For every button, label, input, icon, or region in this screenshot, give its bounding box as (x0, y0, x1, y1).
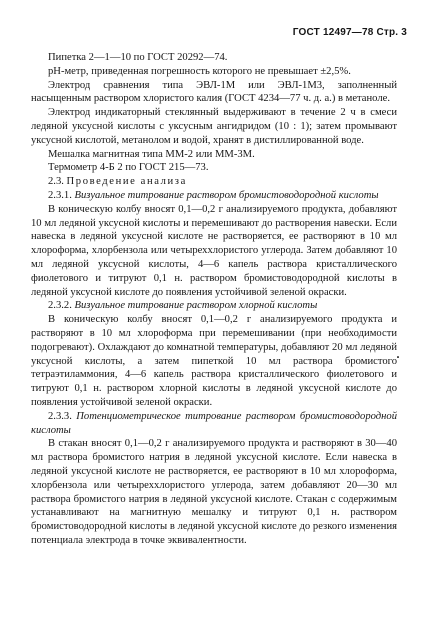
section-number: 2.3.2. (48, 300, 72, 312)
paragraph-magnetic-stirrer: Мешалка магнитная типа ММ-2 или ММ-3М. (48, 148, 255, 160)
section-title: Визуальное титрование раствором бромистоводородной кислоты (74, 189, 379, 201)
section-heading-2-3-1 (31, 189, 397, 203)
section-title: Визуальное титрование раствором хлорной кислоты (74, 300, 318, 312)
section-number: 2.3.1. (48, 189, 72, 201)
paragraph-indicator-electrode: Электрод индикаторный стеклянный выдерживают в течение 2 ч в смеси ледяной уксусной кислоты с уксусным ангидридом (10 : 1); затем промывают уксусной кислотой, метанолом и водой, хранят в дистиллированной воде. (31, 107, 397, 146)
section-heading-2-3 (31, 175, 397, 189)
paragraph-procedure-2-3-2: В коническую колбу вносят 0,1—0,2 г анализируемого продукта и растворяют в 10 мл хлороформа при перемешивании (при необходимости подогревают). Охлаждают до комнатной температуры, добавляют 20 мл ледяной уксусной кислоты, а затем пипеткой 10 мл раствора бромистого тетраэтиламмония, 4—6 капель раствора кристаллического фиолетового и титруют 0,1 н. раствором хлорной кислоты в ледяной уксусной кислоте до появления устойчивой зеленой окраски. (31, 314, 397, 408)
paragraph-reference-electrode: Электрод сравнения типа ЭВЛ-1М или ЭВЛ-1М3, заполненный насыщенным раствором хлористого калия (ГОСТ 4234—77 ч. д. а.) в метаноле. (31, 79, 397, 105)
section-title: Проведение анализа (66, 176, 187, 188)
paragraph-thermometer: Термометр 4-Б 2 по ГОСТ 215—73. (48, 162, 209, 174)
page-body (31, 51, 397, 548)
paragraph-ph-meter: рН-метр, приведенная погрешность которого не превышает ±2,5%. (48, 65, 351, 77)
section-number: 2.3.3. (48, 410, 72, 422)
paragraph-procedure-2-3-3: В стакан вносят 0,1—0,2 г анализируемого продукта и растворяют в 30—40 мл раствора бромистого натрия в ледяной уксусной кислоте. Если навеска в ледяной уксусной кислоте не растворяется, ее растворяют в 10 мл хлороформа, хлорбензола или четыреххлористого углерода, затем добавляют 20—30 мл раствора бромистого натрия в ледяной уксусной кислоте. Стакан с содержимым устанавливают на магнитную мешалку и титруют 0,1 н. раствором бромистоводородной кислоты в ледяной уксусной кислоте до резкого изменения потенциала электрода в точке эквивалентности. (31, 438, 397, 546)
section-title: Потенциометрическое титрование раствором бромистоводородной кислоты (31, 410, 397, 436)
section-heading-2-3-2 (31, 299, 397, 313)
paragraph-pipette: Пипетка 2—1—10 по ГОСТ 20292—74. (48, 52, 228, 63)
section-number: 2.3. (48, 176, 64, 188)
page-header: ГОСТ 12497—78 Стр. 3 (292, 27, 407, 38)
section-heading-2-3-3 (31, 410, 397, 438)
paragraph-procedure-2-3-1: В коническую колбу вносят 0,1—0,2 г анализируемого продукта, добавляют 10 мл ледяной уксусной кислоты и перемешивают до растворения навески. Если навеска в ледяной уксусной кислоте не растворяется, ее растворяют в 10 мл хлороформа, хлорбензола или четыреххлористого углерода. Затем добавляют 10 мл ледяной уксусной кислоты, 4—6 капель раствора кристаллического фиолетового и титруют 0,1 н. раствором бромистоводородной кислоты в ледяной уксусной кислоте до появления устойчивой зеленой окраски. (31, 203, 397, 298)
margin-mark-icon: · (396, 350, 401, 364)
